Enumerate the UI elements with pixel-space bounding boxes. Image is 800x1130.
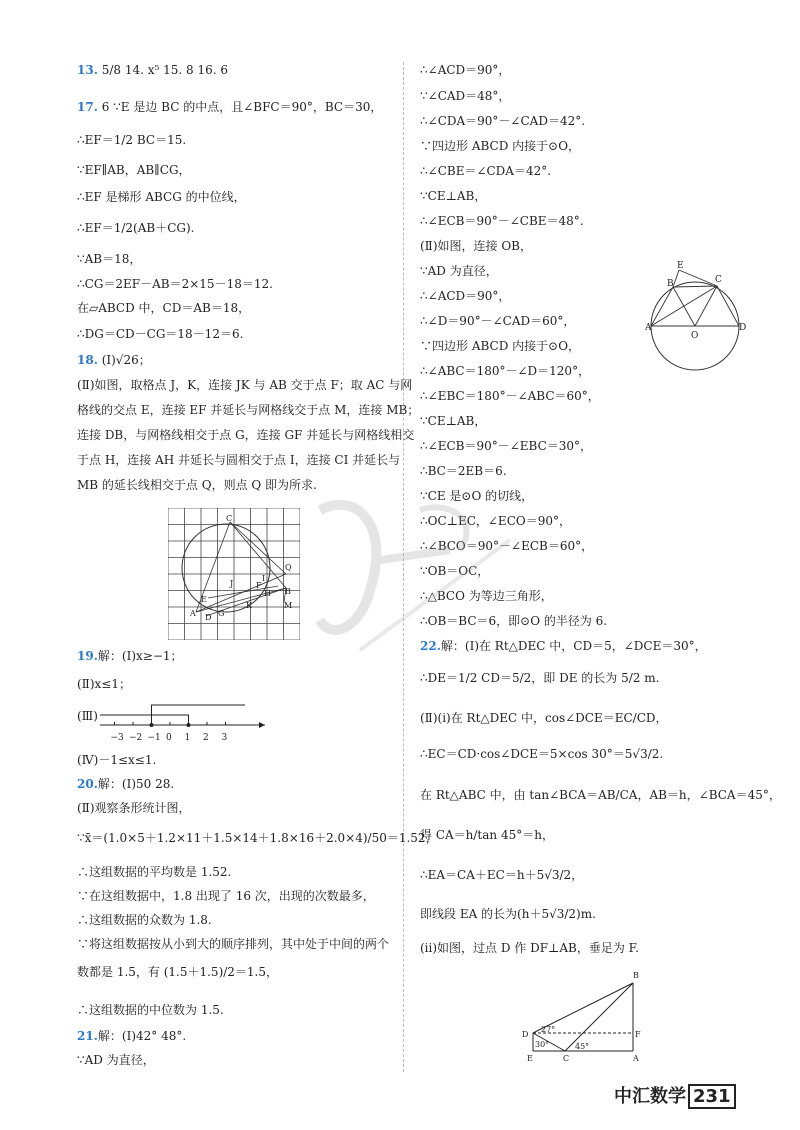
text-line [77,402,419,418]
question-number: 13. [77,63,98,77]
figure-label: J [230,579,234,588]
figure-label: B [667,279,674,289]
line-text: ∵x̄＝(1.0×5＋1.2×11＋1.5×14＋1.8×16＋2.0×4)/50＝1.52， [77,831,438,845]
line-text: ∵AD 为直径， [77,1053,155,1067]
line-text: ∵CE⊥AB， [420,414,487,428]
text-line [77,752,156,768]
line-text: ∵EF∥AB，AB∥CG， [77,163,191,177]
text-line [77,864,231,880]
figure-19-number-line [95,700,275,750]
line-text: 解：(Ⅰ)x≥−1； [97,649,183,663]
line-text: ∵四边形 ABCD 内接于⊙O， [420,139,581,153]
figure-label: H [264,589,271,598]
watermark-logo [300,470,530,670]
line-text: ∴∠EBC＝180°－∠ABC＝60°， [420,389,600,403]
figure-22-triangle [515,965,655,1070]
text-line [420,113,585,129]
text-line [420,288,510,304]
figure-label: C [715,275,722,285]
text-line [77,220,194,236]
segment [717,286,739,326]
endpoint-dot [150,723,154,727]
text-line [77,1052,155,1068]
line-text: 于点 H，连接 AH 并延长与圆相交于点 I，连接 CI 并延长与 [77,453,401,467]
segment [196,588,286,612]
figure-label: A [190,609,196,618]
figure-label: G [218,609,225,618]
line-text: ∵在这组数据中，1.8 出现了 16 次，出现的次数最多， [77,889,375,903]
segment [230,522,286,588]
text-line [420,62,510,78]
text-line [77,912,212,928]
text-line [420,88,510,104]
figure-label: A [645,323,652,333]
line-text: ∴∠ECB＝90°－∠CBE＝48°. [420,214,584,228]
line-text: ∴∠ACD＝90°， [420,63,511,77]
text-line [77,648,183,664]
question-number: 17. [77,100,98,114]
text-line [420,313,575,329]
line-text: ∴DG＝CD－CG＝18－12＝6. [77,327,244,341]
page-number: 231 [688,1084,736,1109]
endpoint-dot [187,723,191,727]
line-text: (ⅱ)如图，过点 D 作 DF⊥AB，垂足为 F. [420,941,639,955]
line-text: ∴这组数据的众数为 1.8. [77,913,212,927]
solution-ray [100,715,189,725]
segment [565,983,633,1051]
figure-label: M [284,601,293,610]
segment [651,287,673,326]
text-line [77,377,412,393]
figure-label: 30° [535,1040,550,1049]
figure-label: 0 [166,733,172,743]
question-number: 19. [77,649,98,663]
line-text: ∴DE＝1/2 CD＝5/2，即 DE 的长为 5/2 m. [420,671,660,685]
text-line [77,427,414,443]
figure-label: 3 [221,733,228,743]
text-line [420,867,583,883]
line-text: 解：(Ⅰ)在 Rt△DEC 中，CD＝5，∠DCE＝30°， [440,639,707,653]
line-text: ∴EC＝CD·cos∠DCE＝5×cos 30°＝5√3/2. [420,747,664,761]
text-line [420,213,584,229]
text-line [77,62,228,78]
figure-label: F [635,1030,641,1039]
figure-label: Q [285,563,292,572]
line-text: 在 Rt△ABC 中，由 tan∠BCA＝AB/CA，AB＝h，∠BCA＝45°， [420,788,781,802]
segment [673,286,717,287]
line-text: ∴EA＝CA＋EC＝h＋5√3/2， [420,868,584,882]
text-line [420,940,639,956]
axis-arrow [259,722,265,728]
text-line [77,1002,224,1018]
line-text: ∴EF 是梯形 ABCG 的中位线， [77,190,246,204]
circle [182,524,270,612]
figure-label: −3 [110,733,124,743]
line-text: (Ⅱ)x≤1； [77,677,131,691]
line-text: ∴∠ABC＝180°－∠D＝120°， [420,364,591,378]
line-text: (Ⅱ)(ⅰ)在 Rt△DEC 中，cos∠DCE＝EC/CD， [420,711,668,725]
text-line [77,251,141,267]
line-text: 格线的交点 E，连接 EF 并延长与网格线交于点 M，连接 MB； [77,403,420,417]
line-text: 数都是 1.5，有 (1.5＋1.5)/2＝1.5， [77,965,279,979]
figure-label: A [633,1054,639,1063]
text-line [77,477,317,493]
question-number: 21. [77,1029,98,1043]
figure-label: 27° [541,1025,556,1034]
segment [695,286,717,326]
text-line [420,438,592,454]
figure-18-grid [168,508,300,640]
text-line [77,132,186,148]
text-line [77,676,131,692]
line-text: 得 CA＝h/tan 45°＝h， [420,828,554,842]
line-text: 即线段 EA 的长为(h＋5√3/2)m. [420,907,596,921]
line-text: (Ⅱ)如图，连接 OB， [420,239,532,253]
figure-21-circle [645,258,750,373]
line-text: ∵将这组数据按从小到大的顺序排列，其中处于中间的两个 [77,937,390,951]
text-line [420,710,668,726]
line-text: ∴CG＝2EF－AB＝2×15－18＝12. [77,277,273,291]
text-line [420,163,551,179]
figure-label: E [677,261,684,271]
text-line [420,746,663,762]
line-text: (Ⅲ) [77,709,98,723]
line-text: ∵AB＝18， [77,252,142,266]
text-line [77,830,438,846]
text-line [420,827,554,843]
line-text: ∴这组数据的平均数是 1.52. [77,865,232,879]
line-text: ∵∠CAD＝48°， [420,89,511,103]
line-text: ∴△BCO 为等边三角形， [420,589,553,603]
line-text: ∴∠CBE＝∠CDA＝42°. [420,164,552,178]
text-line [77,276,273,292]
line-text: ∴OC⊥EC，∠ECO＝90°， [420,514,571,528]
line-text: ∴BC＝2EB＝6. [420,464,507,478]
text-line [420,906,596,922]
page-footer [614,1082,736,1108]
line-text: ∴这组数据的中位数为 1.5. [77,1003,224,1017]
segment [673,287,695,326]
text-line [77,99,382,115]
line-text: ∴∠BCO＝90°－∠ECB＝60°， [420,539,594,553]
text-line [420,388,600,404]
figure-label: 1 [184,733,191,743]
text-line [77,452,400,468]
question-number: 18. [77,353,98,367]
line-text: ∴∠ECB＝90°－∠EBC＝30°， [420,439,593,453]
text-line [420,138,580,154]
line-text: ∴∠D＝90°－∠CAD＝60°， [420,314,576,328]
line-text: (Ⅱ)如图，取格点 J，K，连接 JK 与 AB 交于点 F；取 AC 与网 [77,378,413,392]
text-line [77,776,174,792]
line-text: ∴OB＝BC＝6，即⊙O 的半径为 6. [420,614,608,628]
segment [673,270,679,287]
line-text: MB 的延长线相交于点 Q，则点 Q 即为所求. [77,478,317,492]
text-line [77,352,151,368]
figure-label: D [522,1030,529,1039]
figure-label: D [205,613,212,622]
line-text: 连接 DB，与网格线相交于点 G，连接 GF 并延长与网格线相交 [77,428,415,442]
line-text: ∵OB＝OC， [420,564,490,578]
text-line [420,338,580,354]
line-text: 5/8 14. x⁵ 15. 8 16. 6 [97,63,229,77]
line-text: 6 ∵E 是边 BC 的中点，且∠BFC＝90°，BC＝30， [97,100,383,114]
text-line [420,363,590,379]
line-text: ∴∠ACD＝90°， [420,289,511,303]
figure-label: 2 [203,733,209,743]
line-text: 解：(Ⅰ)50 28. [97,777,175,791]
line-text: 解：(Ⅰ)42° 48°. [97,1029,187,1043]
line-text: ∵四边形 ABCD 内接于⊙O， [420,339,581,353]
line-text: 在▱ABCD 中，CD＝AB＝18， [77,301,251,315]
line-text: ∴EF＝1/2 BC＝15. [77,133,187,147]
figure-label: −2 [129,733,143,743]
figure-label: −1 [147,733,161,743]
figure-label: D [739,323,747,333]
line-text: ∴EF＝1/2(AB＋CG). [77,221,195,235]
line-text: ∵CE⊥AB， [420,189,487,203]
question-number: 20. [77,777,98,791]
text-line [420,413,486,429]
figure-label: 45° [575,1042,590,1051]
text-line [420,263,498,279]
figure-label: B [285,587,291,596]
question-number: 22. [420,639,441,653]
line-text: (Ⅱ)观察条形统计图， [77,801,191,815]
text-line [77,162,191,178]
text-line [77,189,246,205]
figure-label: K [246,601,252,610]
text-line [77,300,250,316]
figure-label: E [201,595,207,604]
text-line [77,326,243,342]
line-text: (Ⅰ)√26； [97,353,151,367]
line-text: ∵CE 是⊙O 的切线， [420,489,534,503]
figure-label: C [563,1054,570,1063]
footer-title: 中汇数学 [614,1086,686,1107]
text-line [420,787,781,803]
text-line [77,964,278,980]
segment [230,522,286,574]
figure-label: F [256,581,262,590]
line-text: ∴∠CDA＝90°－∠CAD＝42°. [420,114,586,128]
text-line [77,800,191,816]
text-line [77,936,389,952]
figure-label: E [527,1054,533,1063]
text-line [77,1028,186,1044]
line-text: ∵AD 为直径， [420,264,498,278]
line-text: (Ⅳ)－1≤x≤1. [77,753,157,767]
figure-label: C [226,514,233,523]
figure-label: I [262,574,266,583]
text-line [77,888,375,904]
figure-label: O [691,331,699,341]
text-line [420,188,486,204]
text-line [420,670,659,686]
figure-label: B [633,971,639,980]
text-line [420,238,532,254]
